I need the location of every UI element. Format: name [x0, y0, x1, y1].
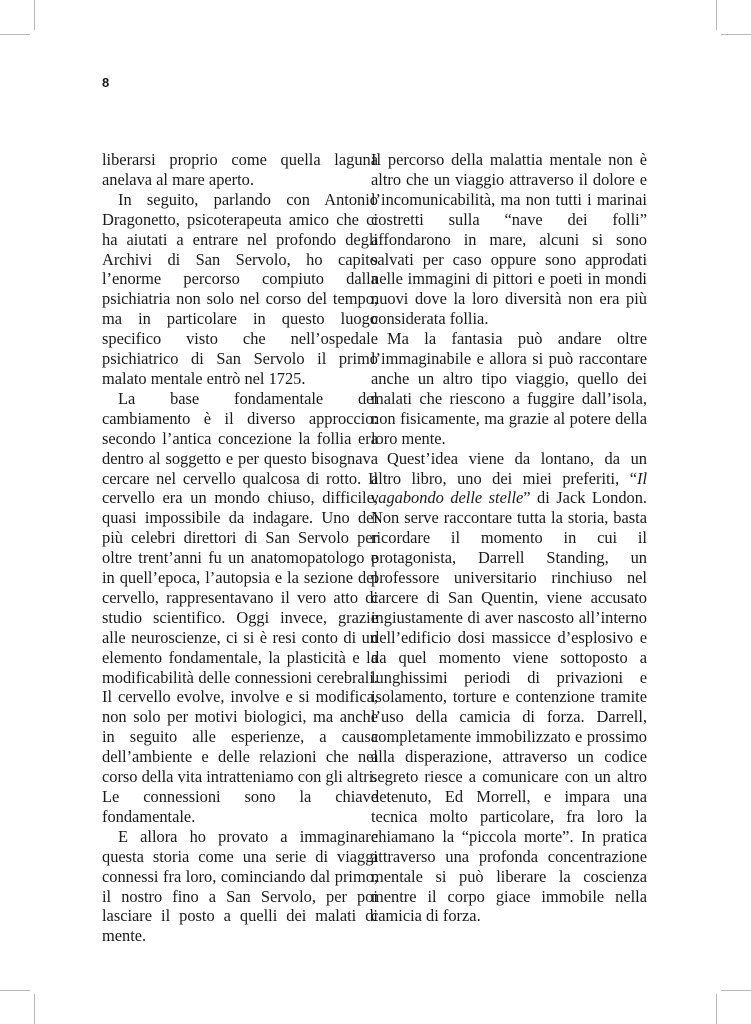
paragraph: E allora ho provato a immaginare questa storia come una serie di viaggi connessi fra loro, cominciando dal primo, il nostro fino a San Servolo, per poi lasciare il posto a quelli dei malati di mente.	[102, 826, 378, 946]
paragraph	[371, 449, 647, 927]
crop-mark-bottom-left	[34, 994, 35, 1024]
paragraph: In seguito, parlando con Antonio Dragonetto, psicoterapeuta amico che ci ha aiutati a entrare nel profondo degli Archivi di San Servolo, ho capito l’enorme percorso compiuto dalla psichiatria non solo nel corso del tempo, ma in particolare in questo luogo specifico visto che nell’ospedale psichiatrico di San Servolo il primo malato mentale entrò nel 1725.	[102, 189, 378, 388]
paragraph-text: ” di Jack London. Non serve raccontare tutta la storia, basta ricordare il momento in cui il protagonista, Darrell Standing, un professore universitario rinchiuso nel carcere di San Quentin, viene accusato ingiustamente di aver nascosto all’interno dell’edificio dosi massicce d’esplosivo e da quel momento viene sottoposto a lunghissimi periodi di privazioni e isolamento, torture e contenzione tramite l’uso della camicia di forza. Darrell, completamente immobilizzato e prossimo alla disperazione, attraverso un codice segreto riesce a comunicare con un altro detenuto, Ed Morrell, e impara una tecnica molto particolare, fra loro la chiamano la “piccola morte”. In pratica attraverso una profonda concentrazione mentale si può liberare la coscienza mentre il corpo giace immobile nella camicia di forza.	[371, 488, 647, 926]
text-column-left	[102, 150, 378, 946]
crop-mark-bottom-right	[716, 994, 717, 1024]
crop-mark-top-left	[34, 0, 35, 30]
crop-mark-left-top	[0, 34, 30, 35]
paragraph: Le connessioni sono la chiave fondamentale.	[102, 787, 378, 826]
crop-mark-left-bottom	[0, 990, 30, 991]
book-title: Il vagabondo delle stelle	[371, 468, 647, 508]
crop-mark-right-top	[721, 34, 751, 35]
page-number: 8	[102, 75, 110, 90]
paragraph-text: Quest’idea viene da lontano, da un altro libro, uno dei miei preferiti, “	[371, 448, 647, 488]
text-column-right	[371, 150, 647, 926]
crop-mark-top-right	[716, 0, 717, 30]
paragraph: Il percorso della malattia mentale non è altro che un viaggio attraverso il dolore e l’incomunicabilità, ma non tutti i marinai costretti sulla “nave dei folli” affondarono in mare, alcuni si sono salvati per caso oppure sono approdati nelle immagini di pittori e poeti in mondi nuovi dove la loro diversità non era più considerata follia.	[371, 150, 647, 329]
crop-mark-right-bottom	[721, 990, 751, 991]
paragraph: Ma la fantasia può andare oltre l’immaginabile e allora si può raccontare anche un altro tipo viaggio, quello dei malati che riescono a fuggire dall’isola, non fisicamente, ma grazie al potere della loro mente.	[371, 329, 647, 448]
paragraph: La base fondamentale del cambiamento è il diverso approccio: secondo l’antica concezione la follia era dentro al soggetto e per questo bisognava cercare nel cervello qualcosa di rotto. Il cervello era un mondo chiuso, difficile, quasi impossibile da indagare. Uno dei più celebri direttori di San Servolo per oltre trent’anni fu un anatomopatologo e in quell’epoca, l’autopsia e la sezione del cervello, rappresentavano il vero atto di studio scientifico. Oggi invece, grazie alle neuroscienze, ci si è resi conto di un elemento fondamentale, la plasticità e la modificabilità delle connessioni cerebrali. Il cervello evolve, involve e si modifica, non solo per motivi biologici, ma anche in seguito alle esperienze, a causa dell’ambiente e delle relazioni che nel corso della vita intratteniamo con gli altri.	[102, 388, 378, 787]
paragraph: liberarsi proprio come quella laguna anelava al mare aperto.	[102, 150, 378, 189]
